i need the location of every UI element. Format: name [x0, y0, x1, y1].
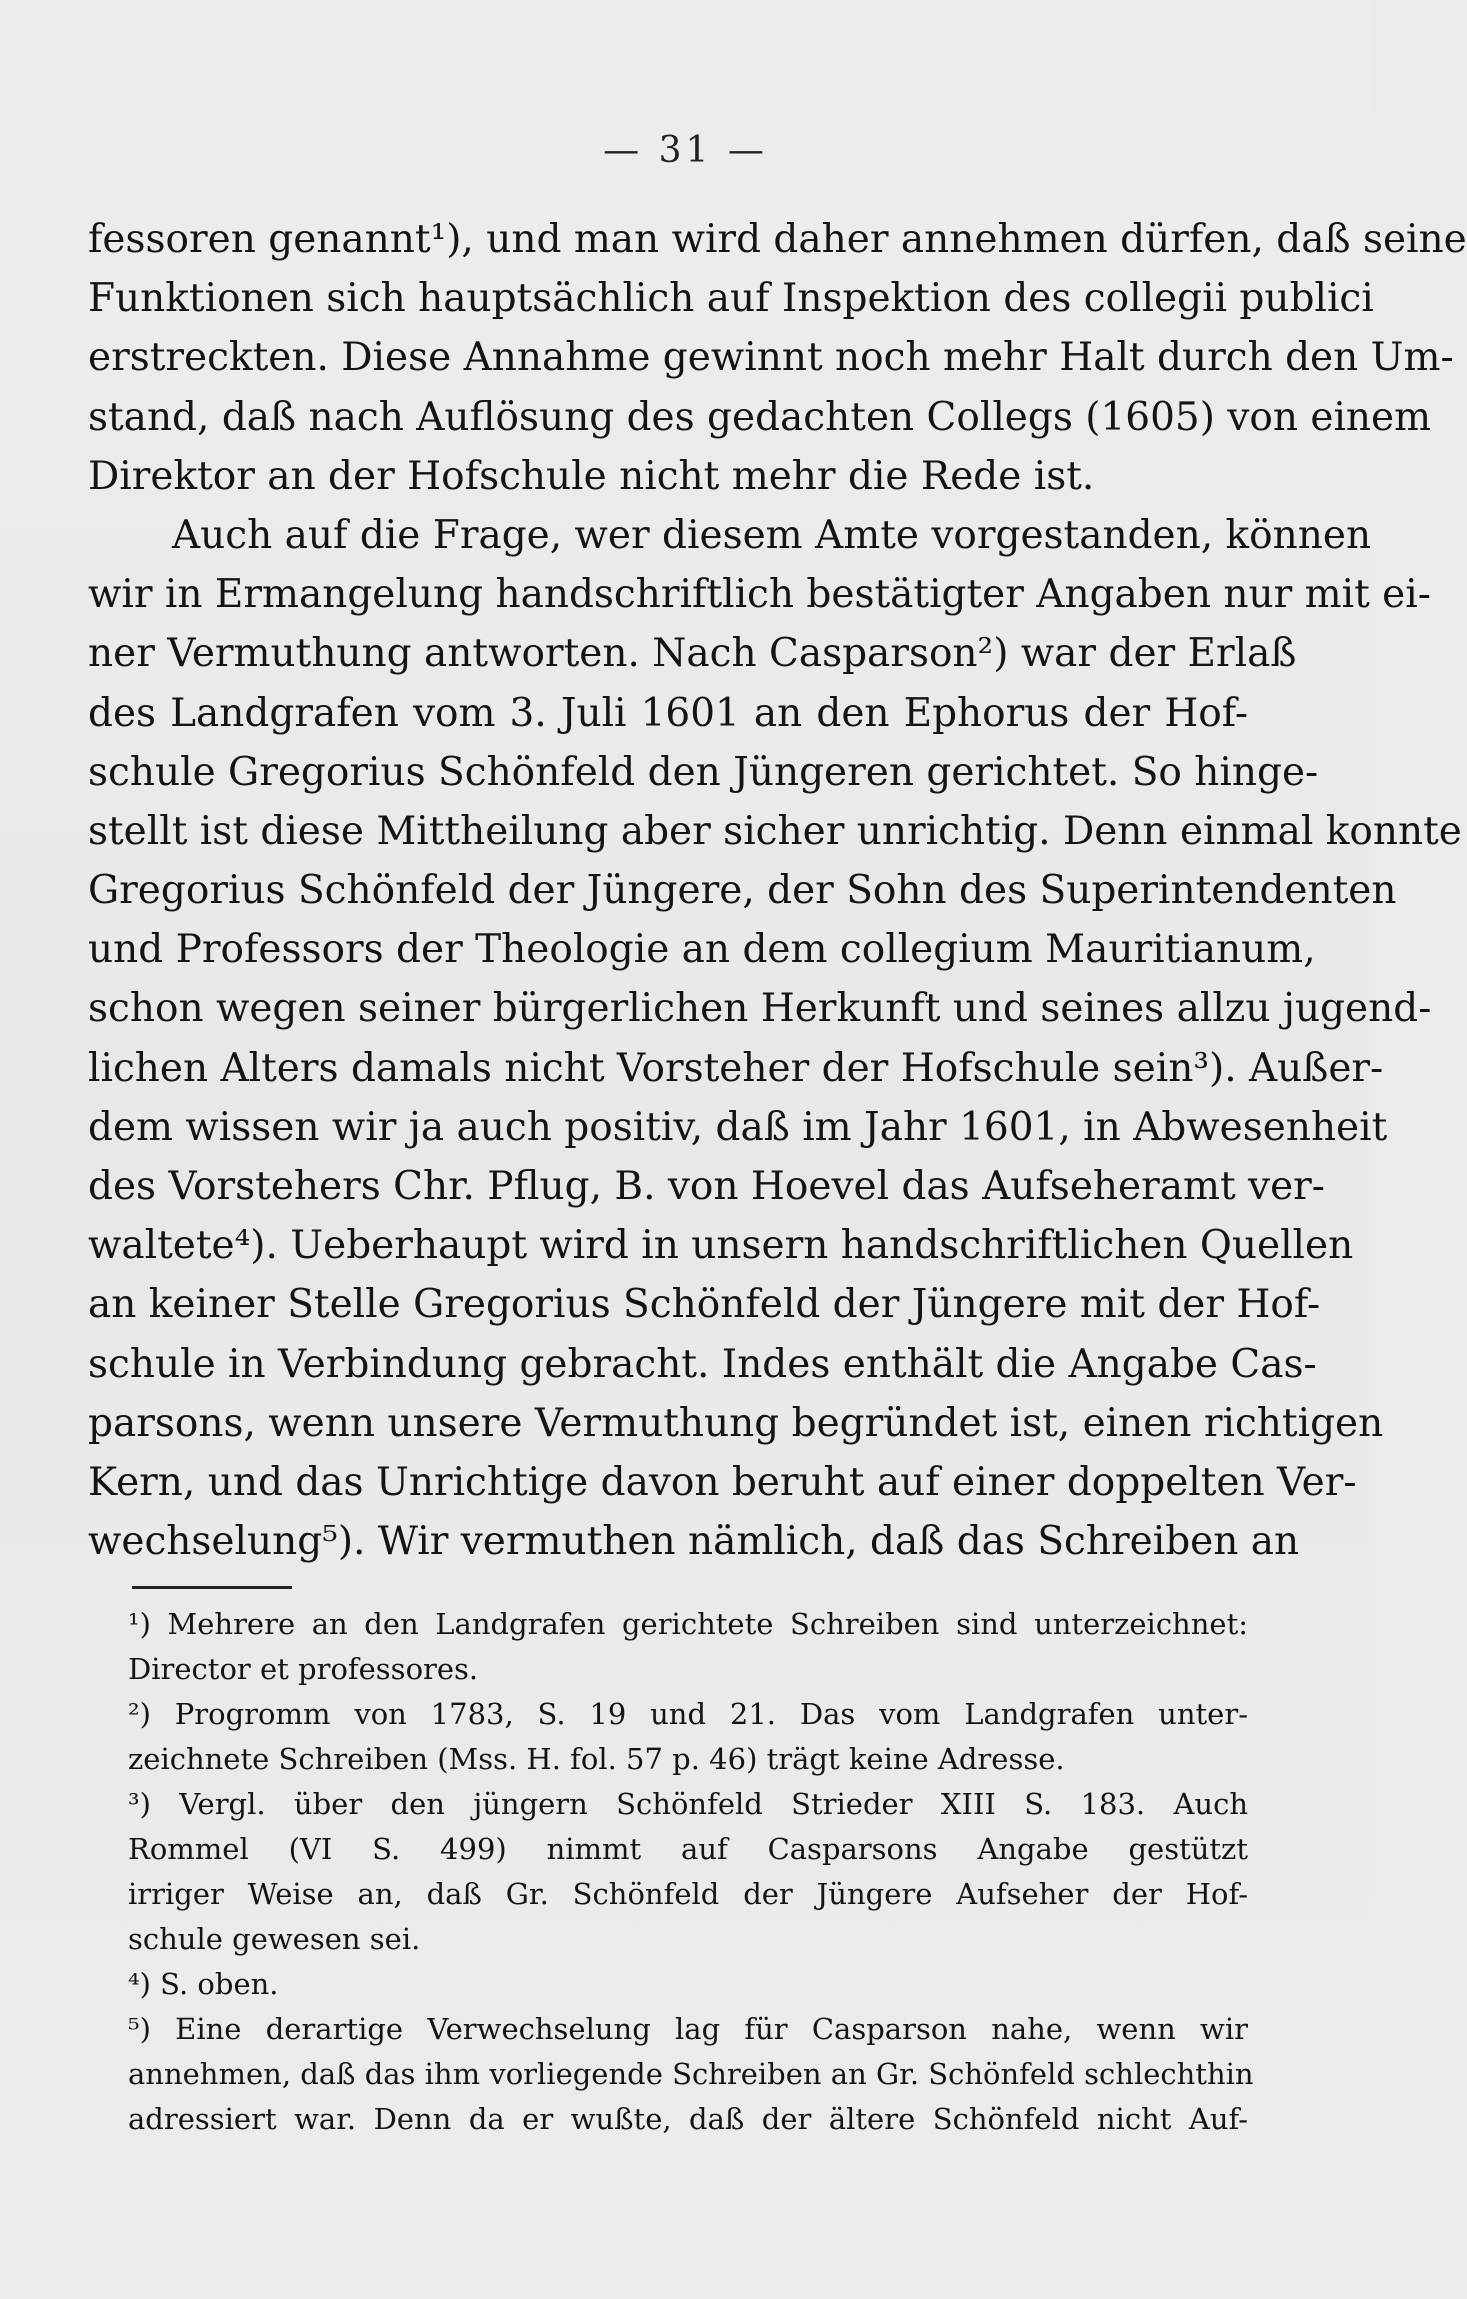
body-line-14: schon wegen seiner bürgerlichen Herkunft und seines allzu jugend-	[88, 986, 1432, 1032]
footnote-3-line-2: Rommel (VI S. 499) nimmt auf Casparsons Angabe gestützt	[128, 1832, 1248, 1866]
body-line-22: Kern, und das Unrichtige davon beruht auf einer doppelten Ver-	[88, 1459, 1357, 1505]
body-line-2: Funktionen sich hauptsächlich auf Inspektion des collegii publici	[88, 276, 1374, 322]
footnote-5-line-1: ⁵) Eine derartige Verwechselung lag für Casparson nahe, wenn wir	[128, 2012, 1248, 2046]
footnote-3-line-4: schule gewesen sei.	[128, 1922, 421, 1956]
body-line-12: Gregorius Schönfeld der Jüngere, der Sohn des Superintendenten	[88, 868, 1397, 914]
body-text	[88, 210, 1467, 1571]
body-line-9: des Landgrafen vom 3. Juli 1601 an den Ephorus der Hof-	[88, 690, 1248, 736]
footnote-3-line-3: irriger Weise an, daß Gr. Schönfeld der Jüngere Aufseher der Hof-	[128, 1877, 1248, 1911]
body-line-23: wechselung⁵). Wir vermuthen nämlich, daß das Schreiben an	[88, 1519, 1300, 1565]
body-line-17: des Vorstehers Chr. Pflug, B. von Hoevel das Aufseheramt ver-	[88, 1164, 1325, 1209]
footnote-divider	[132, 1586, 292, 1589]
body-line-16: dem wissen wir ja auch positiv, daß im Jahr 1601, in Abwesenheit	[88, 1104, 1388, 1150]
footnote-5-line-2: annehmen, daß das ihm vorliegende Schreiben an Gr. Schönfeld schlechthin	[128, 2057, 1254, 2091]
body-line-21: parsons, wenn unsere Vermuthung begründet ist, einen richtigen	[88, 1400, 1384, 1446]
body-line-10: schule Gregorius Schönfeld den Jüngeren gerichtet. So hinge-	[88, 749, 1319, 795]
footnote-5-line-3: adressiert war. Denn da er wußte, daß der ältere Schönfeld nicht Auf-	[128, 2102, 1248, 2136]
body-line-13: und Professors der Theologie an dem collegium Mauritianum,	[88, 927, 1316, 973]
footnotes	[128, 1602, 1254, 2142]
footnote-1-line-1: ¹) Mehrere an den Landgrafen gerichtete Schreiben sind unterzeichnet:	[128, 1607, 1248, 1641]
page-number: — 31 —	[603, 130, 768, 171]
body-line-4: stand, daß nach Auflösung des gedachten Collegs (1605) von einem	[88, 394, 1432, 440]
footnote-2-line-2: zeichnete Schreiben (Mss. H. fol. 57 p. 46) trägt keine Adresse.	[128, 1742, 1065, 1776]
body-line-18: waltete⁴). Ueberhaupt wird in unsern handschriftlichen Quellen	[88, 1223, 1354, 1269]
footnote-4-line-1: ⁴) S. oben.	[128, 1967, 279, 2001]
body-line-15: lichen Alters damals nicht Vorsteher der Hofschule sein³). Außer-	[88, 1045, 1384, 1091]
body-line-3: erstreckten. Diese Annahme gewinnt noch mehr Halt durch den Um-	[88, 335, 1454, 381]
body-line-1: fessoren genannt¹), und man wird daher annehmen dürfen, daß seine	[88, 217, 1467, 262]
body-line-7: wir in Ermangelung handschriftlich bestätigter Angaben nur mit ei-	[88, 572, 1431, 618]
body-line-11: stellt ist diese Mittheilung aber sicher unrichtig. Denn einmal konnte	[88, 808, 1462, 854]
body-line-19: an keiner Stelle Gregorius Schönfeld der Jüngere mit der Hof-	[88, 1282, 1321, 1328]
body-line-6: Auch auf die Frage, wer diesem Amte vorgestanden, können	[172, 512, 1372, 558]
body-line-20: schule in Verbindung gebracht. Indes enthält die Angabe Cas-	[88, 1341, 1317, 1387]
footnote-1-line-2: Director et professores.	[128, 1652, 479, 1686]
body-line-5: Direktor an der Hofschule nicht mehr die Rede ist.	[88, 453, 1095, 499]
body-line-8: ner Vermuthung antworten. Nach Casparson²) war der Erlaß	[88, 631, 1297, 677]
footnote-3-line-1: ³) Vergl. über den jüngern Schönfeld Strieder XIII S. 183. Auch	[128, 1787, 1248, 1821]
footnote-2-line-1: ²) Progromm von 1783, S. 19 und 21. Das vom Landgrafen unter-	[128, 1697, 1248, 1731]
